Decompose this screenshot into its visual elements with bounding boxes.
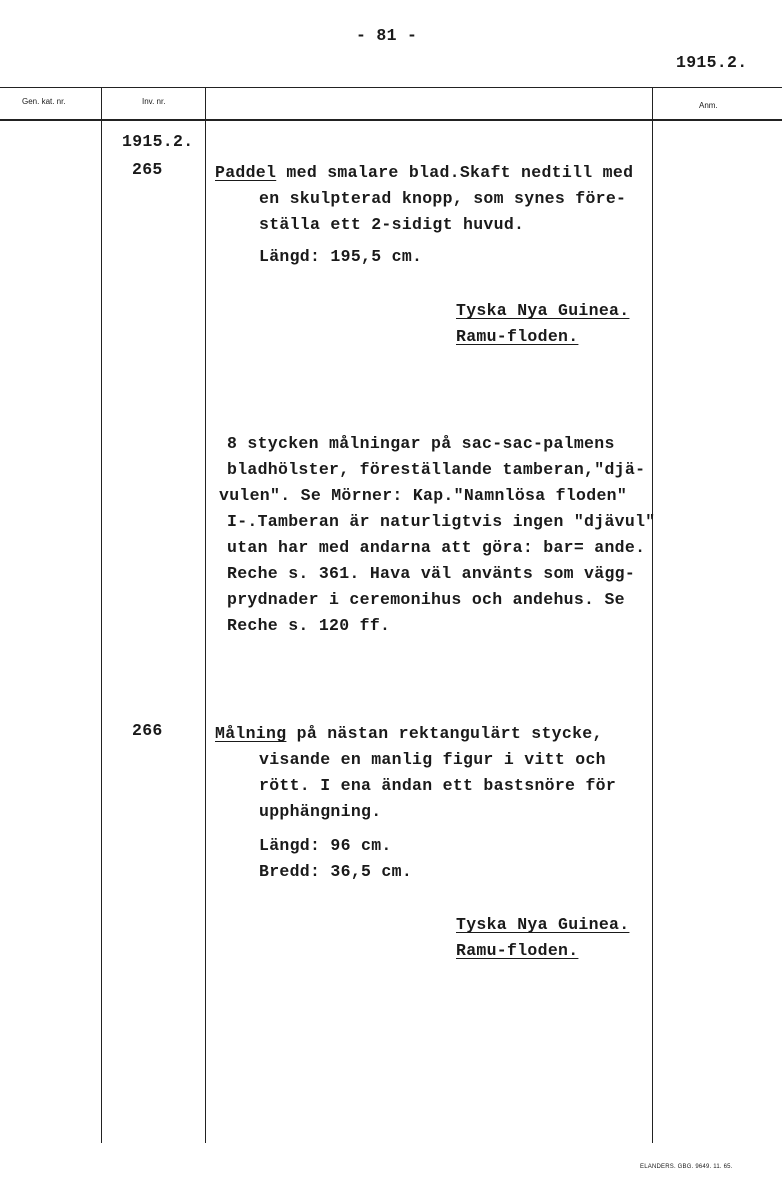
section-header-year: 1915.2. (122, 132, 194, 151)
register-code: 1915.2. (676, 53, 748, 72)
entry-266-title: Målning (215, 724, 287, 743)
paintings-note-line-2: bladhölster, föreställande tamberan,"djä- (227, 460, 646, 479)
paintings-note-line-3: vulen". Se Mörner: Kap."Namnlösa floden" (219, 486, 628, 505)
paintings-note (219, 431, 656, 639)
paintings-note-line-1: 8 stycken målningar på sac-sac-palmens (227, 434, 615, 453)
page-number: - 81 - (356, 26, 418, 45)
column-divider-inv-text (205, 88, 206, 1143)
paintings-note-line-4: I-.Tamberan är naturligtvis ingen "djävul" (227, 512, 656, 531)
column-header-gen-kat: Gen. kat. nr. (22, 97, 66, 106)
entry-266-measure-length: Längd: 96 cm. (259, 836, 392, 855)
entry-265-title: Paddel (215, 163, 277, 182)
entry-266-description (215, 721, 616, 825)
column-header-inv: Inv. nr. (142, 97, 166, 106)
entry-266-origin-1: Tyska Nya Guinea. (456, 915, 630, 934)
header-top-rule (0, 87, 782, 88)
entry-265-origin-1: Tyska Nya Guinea. (456, 301, 630, 320)
entry-266-first-line: på nästan rektangulärt stycke, (286, 724, 603, 743)
entry-265-measure: Längd: 195,5 cm. (259, 247, 423, 266)
entry-265-origin-2: Ramu-floden. (456, 327, 579, 346)
column-divider-gen-inv (101, 88, 102, 1143)
entry-265-line-3: ställa ett 2-sidigt huvud. (259, 215, 525, 234)
entry-266-line-2: visande en manlig figur i vitt och (259, 750, 606, 769)
entry-266-measure-width: Bredd: 36,5 cm. (259, 862, 413, 881)
paintings-note-line-6: Reche s. 361. Hava väl använts som vägg- (227, 564, 636, 583)
entry-265-number: 265 (132, 160, 163, 179)
paintings-note-line-8: Reche s. 120 ff. (227, 616, 391, 635)
header-bottom-rule (0, 119, 782, 121)
entry-265-line-2: en skulpterad knopp, som synes före- (259, 189, 627, 208)
column-header-anm: Anm. (699, 101, 718, 110)
entry-266-number: 266 (132, 721, 163, 740)
entry-266-line-4: upphängning. (259, 802, 382, 821)
entry-265-first-line: med smalare blad.Skaft nedtill med (276, 163, 634, 182)
entry-265-description (215, 160, 633, 238)
paintings-note-line-7: prydnader i ceremonihus och andehus. Se (227, 590, 625, 609)
entry-266-line-3: rött. I ena ändan ett bastsnöre för (259, 776, 617, 795)
printer-imprint: ELANDERS. GBG. 9649. 11. 65. (640, 1164, 733, 1170)
paintings-note-line-5: utan har med andarna att göra: bar= ande. (227, 538, 646, 557)
entry-266-origin-2: Ramu-floden. (456, 941, 579, 960)
